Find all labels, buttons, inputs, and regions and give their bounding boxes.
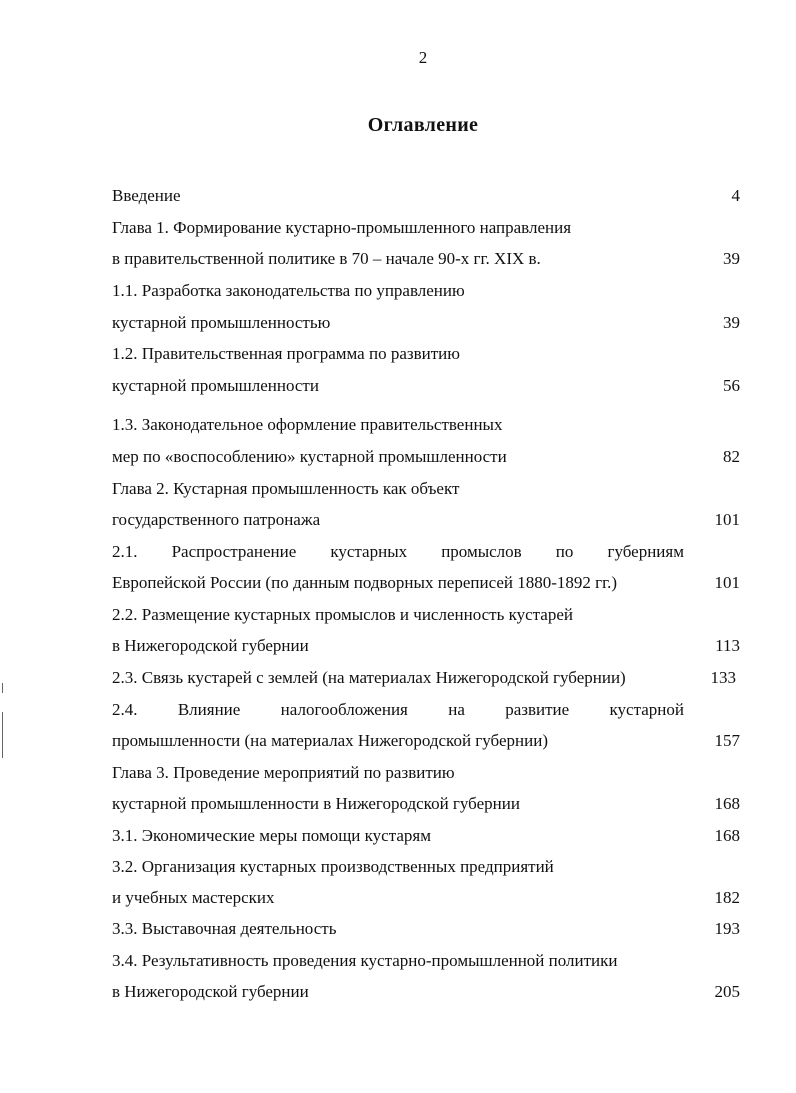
toc-line xyxy=(112,509,740,531)
toc-line xyxy=(112,918,740,940)
toc-entry-text: Глава 3. Проведение мероприятий по развитию xyxy=(112,763,455,782)
scan-edge-mark xyxy=(2,712,3,758)
toc-line xyxy=(112,793,740,815)
toc-word: кустарных xyxy=(330,542,408,561)
toc-entry-text: 2.3. Связь кустарей с землей (на материалах Нижегородской губернии) xyxy=(112,668,626,687)
toc-line xyxy=(112,730,740,752)
toc-word: Влияние xyxy=(177,700,241,719)
page-title: Оглавление xyxy=(367,114,479,136)
toc-entry-text: 1.3. Законодательное оформление правительственных xyxy=(112,415,503,434)
toc-line xyxy=(112,887,740,909)
toc-word: кустарной xyxy=(609,700,684,719)
toc-entry-text: 3.2. Организация кустарных производственных предприятий xyxy=(112,857,554,876)
toc-entry-text: 3.1. Экономические меры помощи кустарям xyxy=(112,826,431,845)
toc-entry-text: в Нижегородской губернии xyxy=(112,982,309,1001)
toc-page-number: 168 xyxy=(714,826,740,845)
toc-line xyxy=(112,604,740,626)
toc-line xyxy=(112,981,740,1003)
toc-word: промыслов xyxy=(441,542,522,561)
toc-page-number: 157 xyxy=(714,731,740,750)
toc-line xyxy=(112,248,740,270)
toc-line xyxy=(112,856,740,878)
toc-page-number: 113 xyxy=(715,636,740,655)
toc-line xyxy=(112,699,684,721)
toc-word: 2.1. xyxy=(112,542,138,561)
toc-entry-text: мер по «воспособлению» кустарной промышленности xyxy=(112,447,507,466)
toc-line xyxy=(112,414,740,436)
toc-entry-text: 2.2. Размещение кустарных промыслов и численность кустарей xyxy=(112,605,573,624)
toc-page-number: 56 xyxy=(723,376,740,395)
toc-entry-text: кустарной промышленности в Нижегородской губернии xyxy=(112,794,520,813)
toc-page-number: 39 xyxy=(723,313,740,332)
toc-word: 2.4. xyxy=(112,700,138,719)
toc-entry-text: 3.3. Выставочная деятельность xyxy=(112,919,337,938)
toc-page-number: 193 xyxy=(714,919,740,938)
toc-entry-text: 1.2. Правительственная программа по развитию xyxy=(112,344,460,363)
toc-page-number: 168 xyxy=(714,794,740,813)
toc-line xyxy=(112,825,740,847)
toc-entry-text: 3.4. Результативность проведения кустарно-промышленной политики xyxy=(112,951,618,970)
toc-entry-text: государственного патронажа xyxy=(112,510,321,529)
toc-entry-text: Глава 2. Кустарная промышленность как объект xyxy=(112,479,460,498)
toc-entry-text: в правительственной политике в 70 – начале 90-х гг. XIX в. xyxy=(112,249,541,268)
toc-word: по xyxy=(555,542,574,561)
toc-entry-text: Глава 1. Формирование кустарно-промышленного направления xyxy=(112,218,572,237)
toc-line xyxy=(112,343,740,365)
toc-entry-text: Введение xyxy=(112,186,181,205)
toc-line xyxy=(112,572,740,594)
toc-line xyxy=(112,762,740,784)
toc-line xyxy=(112,635,740,657)
toc-page-number: 101 xyxy=(714,510,740,529)
toc-line xyxy=(112,950,740,972)
toc-word: губерниям xyxy=(607,542,684,561)
toc-word: на xyxy=(448,700,465,719)
toc-line xyxy=(112,446,740,468)
toc-line xyxy=(112,667,740,689)
toc-page-number: 101 xyxy=(714,573,740,592)
toc-entry-text: в Нижегородской губернии xyxy=(112,636,309,655)
page-number: 2 xyxy=(418,48,428,67)
toc-line xyxy=(112,217,740,239)
toc-page-number: 4 xyxy=(731,186,740,205)
toc-line xyxy=(112,312,740,334)
toc-word: Распространение xyxy=(171,542,297,561)
toc-line xyxy=(112,375,740,397)
toc-line xyxy=(112,185,740,207)
toc-page-number: 82 xyxy=(723,447,740,466)
toc-page-number: 205 xyxy=(714,982,740,1001)
toc-entry-text: кустарной промышленностью xyxy=(112,313,331,332)
toc-page-number: 182 xyxy=(714,888,740,907)
toc-word: налогообложения xyxy=(280,700,408,719)
toc-line xyxy=(112,280,740,302)
toc-entry-text: 1.1. Разработка законодательства по управлению xyxy=(112,281,465,300)
toc-line xyxy=(112,541,684,563)
toc-entry-text: промышленности (на материалах Нижегородской губернии) xyxy=(112,731,548,750)
toc-page-number: 39 xyxy=(723,249,740,268)
toc-entry-text: и учебных мастерских xyxy=(112,888,275,907)
toc-line xyxy=(112,478,740,500)
scan-edge-mark xyxy=(2,683,3,693)
toc-page-number: 133 xyxy=(710,668,736,687)
toc-entry-text: кустарной промышленности xyxy=(112,376,319,395)
toc-entry-text: Европейской России (по данным подворных переписей 1880-1892 гг.) xyxy=(112,573,618,592)
toc-word: развитие xyxy=(505,700,570,719)
